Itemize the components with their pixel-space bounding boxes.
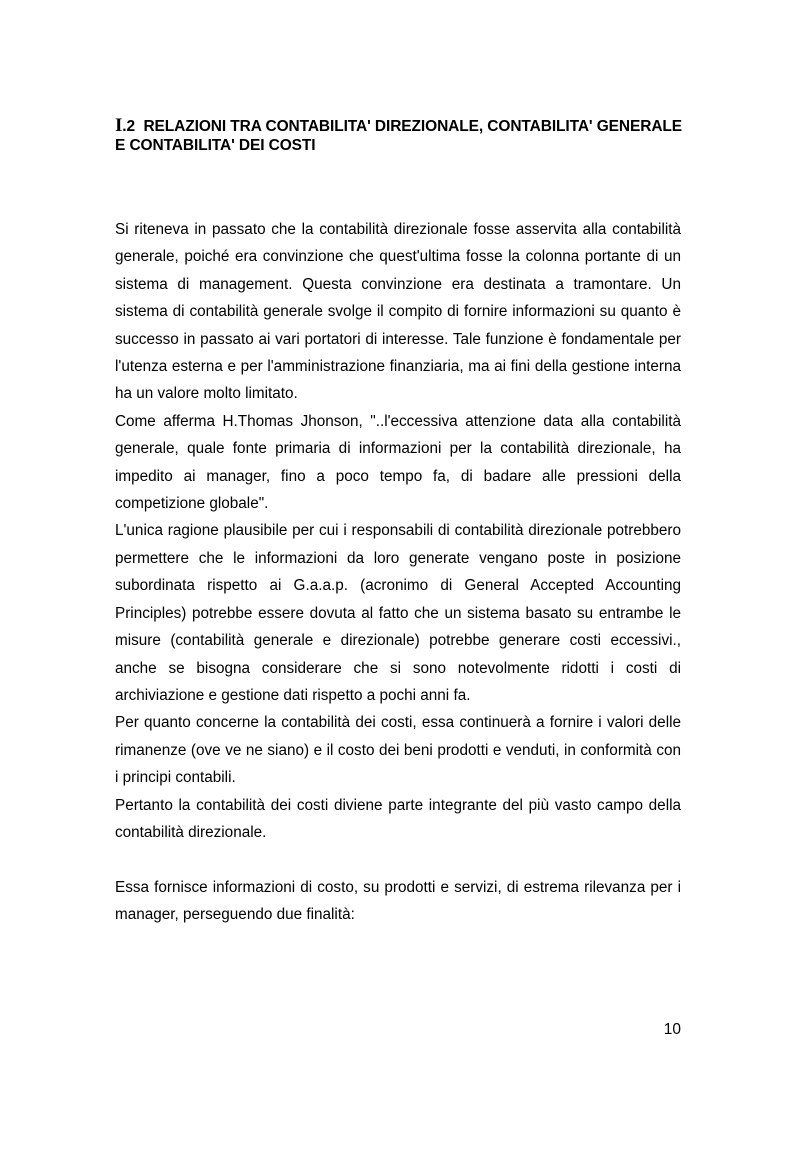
section-number-suffix: .2 (122, 118, 136, 135)
paragraph-5: Pertanto la contabilità dei costi diviene parte integrante del più vasto campo della contabilità direzionale. (115, 796, 681, 841)
paragraph-2: Come afferma H.Thomas Jhonson, "..l'eccessiva attenzione data alla contabilità generale, quale fonte primaria di informazioni per la contabilità direzionale, ha impedito ai manager, fino a poco tempo fa, di badare alle pressioni della competizione globale". (115, 412, 681, 513)
paragraph-1: Si riteneva in passato che la contabilità direzionale fosse asservita alla contabilità generale, poiché era convinzione che quest'ultima fosse la colonna portante di un sistema di management. Questa convinzione era destinata a tramontare. Un sistema di contabilità generale svolge il compito di fornire informazioni su quanto è successo in passato ai vari portatori di interesse. Tale funzione è fondamentale per l'utenza esterna e per l'amministrazione finanziaria, ma ai fini della gestione interna ha un valore molto limitato. (115, 221, 681, 403)
section-number-roman: I (115, 115, 123, 136)
section-title: RELAZIONI TRA CONTABILITA' DIREZIONALE, CONTABILITA' GENERALE E CONTABILITA' DEI COSTI (115, 118, 683, 154)
section-heading (115, 116, 695, 155)
paragraph-6: Essa fornisce informazioni di costo, su prodotti e servizi, di estrema rilevanza per i manager, perseguendo due finalità: (115, 878, 681, 924)
paragraph-4: Per quanto concerne la contabilità dei costi, essa continuerà a fornire i valori delle rimanenze (ove ve ne siano) e il costo dei beni prodotti e venduti, in conformità con i principi contabili. (115, 714, 681, 787)
body-text (115, 216, 681, 929)
page-number: 10 (663, 1021, 681, 1038)
paragraph-3: L'unica ragione plausibile per cui i responsabili di contabilità direzionale potrebbero permettere che le informazioni da loro generate vengano poste in posizione subordinata rispetto ai G.a.a.p. (acronimo di General Accepted Accounting Principles) potrebbe essere dovuta al fatto che un sistema basato su entrambe le misure (contabilità generale e direzionale) potrebbe generare costi eccessivi., anche se bisogna considerare che si sono notevolmente ridotti i costi di archiviazione e gestione dati rispetto a pochi anni fa. (115, 522, 681, 704)
